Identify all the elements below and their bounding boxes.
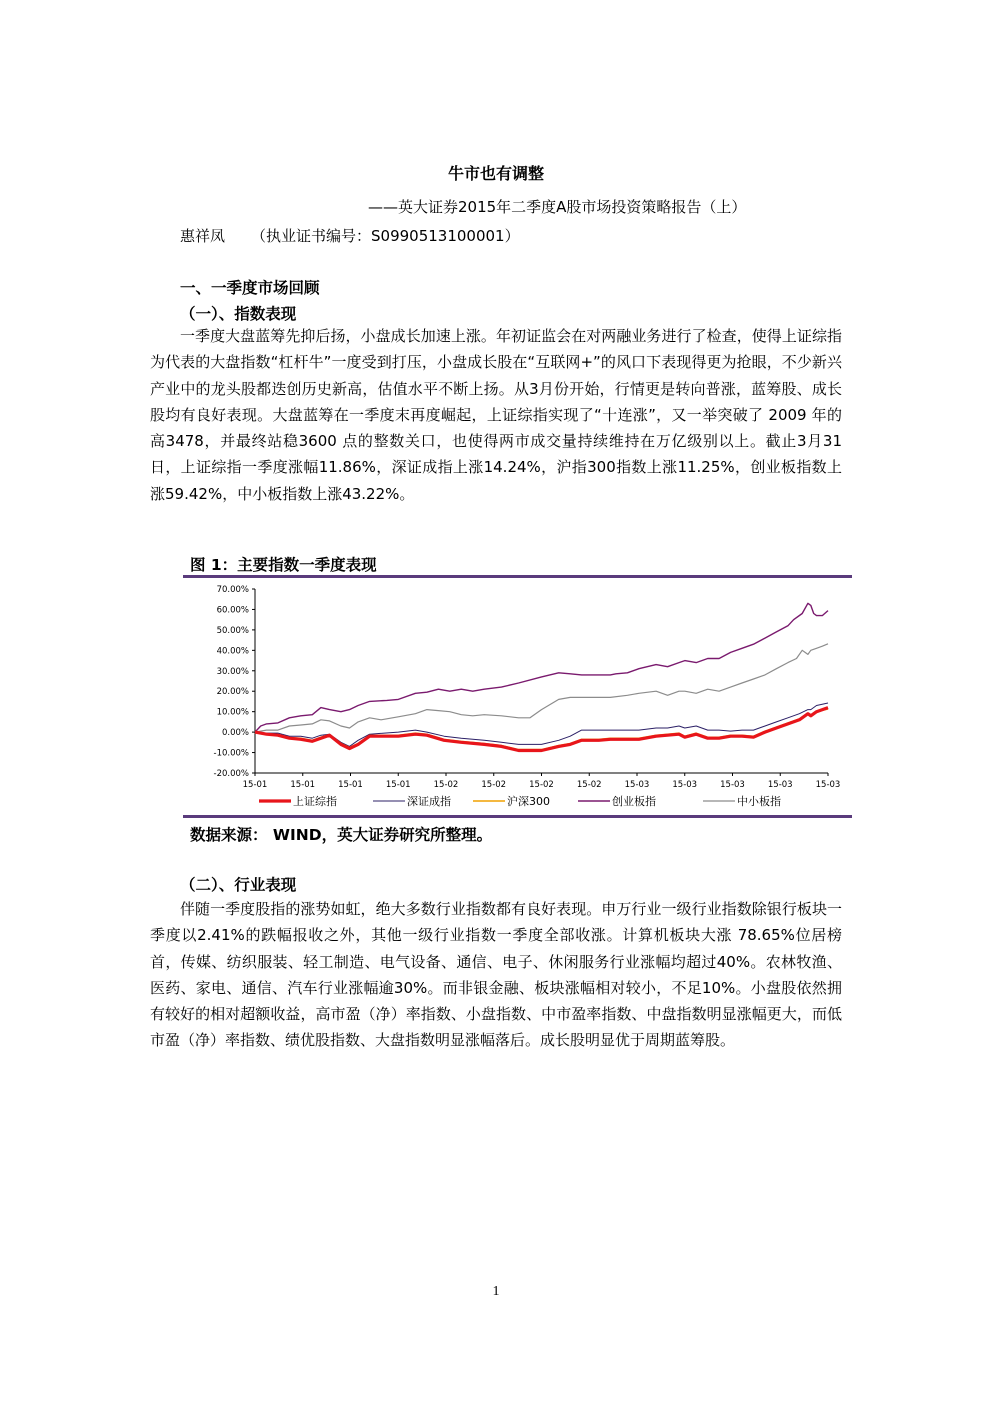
paragraph-industry-performance: 伴随一季度股指的涨势如虹，绝大多数行业指数都有良好表现。申万行业一级行业指数除银行板块一季度以2.41%的跌幅报收之外，其他一级行业指数一季度全部收涨。计算机板块大涨 78.65%位居榜首，传媒、纺织服装、轻工制造、电气设备、通信、电子、休闲服务行业涨幅均超过40%。农林牧渔、医药、家电、通信、汽车行业涨幅逾30%。而非银金融、板块涨幅相对较小，不足10%。小盘股依然拥有较好的相对超额收益，高市盈（净）率指数、小盘指数、中市盈率指数、中盘指数明显涨幅更大，而低市盈（净）率指数、绩优股指数、大盘指数明显涨幅落后。成长股明显优于周期蓝筹股。 (150, 900, 842, 1050)
legend-label: 创业板指 (612, 795, 656, 808)
legend-label: 中小板指 (737, 795, 781, 808)
legend-label: 沪深300 (507, 795, 550, 808)
document-title: 牛市也有调整 (447, 164, 544, 183)
legend-label: 上证综指 (293, 795, 337, 808)
index-performance-chart (183, 579, 852, 815)
y-tick-label: 40.00% (216, 646, 249, 657)
x-tick-label: 15-03 (815, 780, 841, 790)
x-tick-label: 15-03 (720, 780, 745, 790)
author-name: 惠祥凤 (180, 227, 226, 245)
x-tick-label: 15-02 (433, 780, 459, 790)
series-lines (255, 603, 828, 750)
chart-legend (259, 794, 781, 808)
subsection-heading-industry: （二）、行业表现 (180, 876, 297, 894)
source-note: 数据来源： WIND，英大证券研究所整理。 (190, 826, 493, 844)
y-tick-label: 20.00% (216, 687, 249, 698)
x-tick-label: 15-03 (767, 780, 793, 790)
x-tick-label: 15-01 (242, 780, 268, 790)
x-tick-label: 15-01 (338, 780, 363, 790)
page-number: 1 (492, 1284, 500, 1299)
y-tick-label: 50.00% (216, 625, 249, 636)
x-tick-label: 15-01 (290, 780, 316, 790)
x-axis (243, 773, 841, 790)
section-heading-1: 一、一季度市场回顾 (180, 279, 320, 297)
figure-bottom-rule (183, 815, 852, 818)
y-tick-label: 70.00% (216, 585, 249, 595)
x-tick-label: 15-03 (624, 780, 650, 790)
y-tick-label: -20.00% (213, 769, 249, 779)
document-subtitle: ——英大证券2015年二季度A股市场投资策略报告（上） (368, 198, 747, 216)
legend-label: 深证成指 (407, 795, 451, 808)
x-tick-label: 15-02 (481, 780, 507, 790)
y-tick-label: 60.00% (216, 605, 249, 616)
figure-top-rule (183, 575, 852, 578)
series-line (255, 603, 828, 732)
x-tick-label: 15-02 (529, 780, 554, 790)
y-tick-label: 0.00% (221, 728, 249, 739)
series-line (255, 644, 828, 732)
x-tick-label: 15-02 (576, 780, 602, 790)
subsection-heading-index: （一）、指数表现 (180, 305, 297, 323)
y-tick-label: 30.00% (216, 666, 249, 677)
y-tick-label: 10.00% (216, 707, 249, 718)
paragraph-index-performance: 一季度大盘蓝筹先抑后扬，小盘成长加速上涨。年初证监会在对两融业务进行了检查，使得上证综指为代表的大盘指数“杠杆牛”一度受到打压，小盘成长股在“互联网+”的风口下表现得更为抢眼，不少新兴产业中的龙头股都迭创历史新高，估值水平不断上扬。从3月份开始，行情更是转向普涨，蓝筹股、成长股均有良好表现。大盘蓝筹在一季度末再度崛起，上证综指实现了“十连涨”，又一举突破了 2009 年的高3478，并最终站稳3600 点的整数关口，也使得两市成交量持续维持在万亿级别以上。截止3月31日，上证综指一季度涨幅11.86%，深证成指上涨14.24%，沪指300指数上涨11.25%，创业板指数上涨59.42%，中小板指数上涨43.22%。 (150, 327, 842, 503)
y-tick-label: -10.00% (213, 748, 249, 759)
figure-title: 图 1：主要指数一季度表现 (190, 556, 377, 574)
x-tick-label: 15-03 (672, 780, 698, 790)
x-tick-label: 15-01 (385, 780, 411, 790)
author-cert: （执业证书编号：S0990513100001） (251, 227, 520, 245)
y-axis (214, 585, 255, 779)
author-line (180, 225, 520, 246)
